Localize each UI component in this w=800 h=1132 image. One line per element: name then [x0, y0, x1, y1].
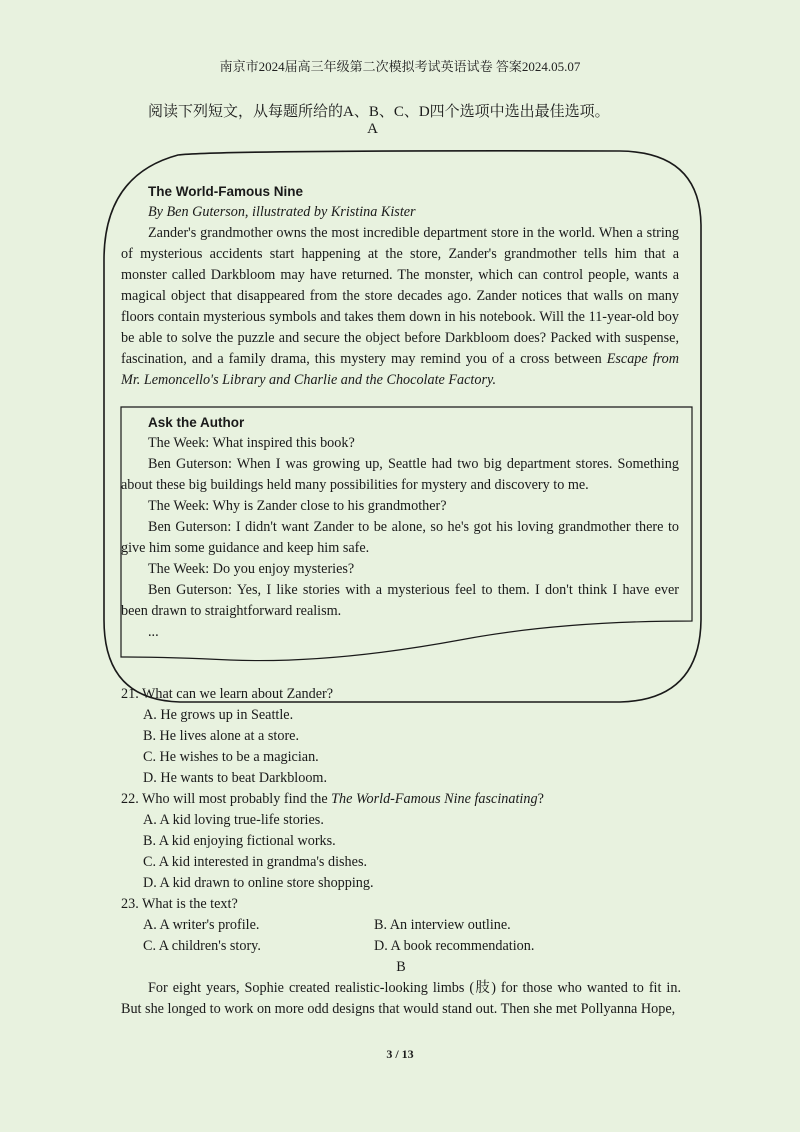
option: C. A kid interested in grandma's dishes.: [143, 854, 368, 870]
book-title: The World-Famous Nine: [148, 184, 304, 199]
section-b-label: B: [396, 959, 406, 975]
questions: [121, 684, 681, 1020]
question-22-stem-italic: The World-Famous Nine fascinating: [331, 791, 538, 807]
question-22-stem: [121, 789, 681, 810]
page-number: 3 / 13: [386, 1047, 414, 1061]
passage-b-text: For eight years, Sophie created realistic-looking limbs (肢) for those who wanted to fit in. But she longed to work on more odd designs that would stand out. Then she met Pollyanna Hope,: [121, 980, 681, 1017]
option: D. A book recommendation.: [374, 938, 535, 954]
option: D. He wants to beat Darkbloom.: [143, 770, 328, 786]
option: D. A kid drawn to online store shopping.: [143, 875, 374, 891]
section-a-label: A: [367, 121, 378, 137]
interview-line: Ben Guterson: I didn't want Zander to be alone, so he's got his loving grandmother there to give him some guidance and keep him safe.: [121, 519, 679, 556]
interview-line: Ben Guterson: Yes, I like stories with a mysterious feel to them. I don't think I have ever been drawn to straightforward realism.: [121, 582, 679, 619]
ask-the-author: [121, 412, 679, 643]
book-review: [121, 181, 679, 391]
book-byline: By Ben Guterson, illustrated by Kristina Kister: [148, 204, 416, 220]
book-summary-text: Zander's grandmother owns the most incredible department store in the world. When a string of mysterious accidents start happening at the store, Zander's grandmother tells him that a monster called Darkbloom may have returned. The monster, which can control people, wants a magical object that disappeared from the store decades ago. Zander notices that walls on many floors contain mysterious symbols and takes them down in his notebook. Will the 11-year-old boy be able to solve the puzzle and secure the object before Darkbloom does? Packed with suspense, fascination, and a family drama, this mystery may remind you of a cross between: [121, 225, 679, 367]
question-22-stem-text: 22. Who will most probably find the: [121, 791, 332, 807]
option: B. An interview outline.: [374, 917, 511, 933]
option-row: [121, 915, 681, 936]
interview-line: The Week: What inspired this book?: [148, 435, 355, 451]
page-header: 南京市2024届高三年级第二次模拟考试英语试卷 答案2024.05.07: [219, 59, 581, 74]
instruction: 阅读下列短文，从每题所给的A、B、C、D四个选项中选出最佳选项。: [148, 104, 610, 120]
interview-line: Ben Guterson: When I was growing up, Seattle had two big department stores. Something about these big buildings held many possibilities for mystery and discovery to me.: [121, 456, 679, 493]
interview-line: The Week: Do you enjoy mysteries?: [148, 561, 355, 577]
option: A. A kid loving true-life stories.: [143, 812, 324, 828]
interview-line: The Week: Why is Zander close to his grandmother?: [148, 498, 447, 514]
option: C. A children's story.: [143, 938, 261, 954]
option: A. He grows up in Seattle.: [143, 707, 294, 723]
book-summary-italic: Escape from Mr. Lemoncello's Library and Charlie and the Chocolate Factory.: [121, 351, 679, 388]
ask-title: Ask the Author: [148, 415, 245, 430]
option: A. A writer's profile.: [143, 917, 260, 933]
interview-ellipsis: ...: [148, 624, 159, 640]
option: B. He lives alone at a store.: [143, 728, 300, 744]
question-22-stem-end: ?: [537, 791, 544, 807]
option-row: [121, 936, 681, 957]
option: C. He wishes to be a magician.: [143, 749, 319, 765]
book-summary: [121, 223, 679, 391]
question-21-stem: 21. What can we learn about Zander?: [121, 686, 334, 702]
question-23-stem: 23. What is the text?: [121, 896, 238, 912]
option: B. A kid enjoying fictional works.: [143, 833, 336, 849]
